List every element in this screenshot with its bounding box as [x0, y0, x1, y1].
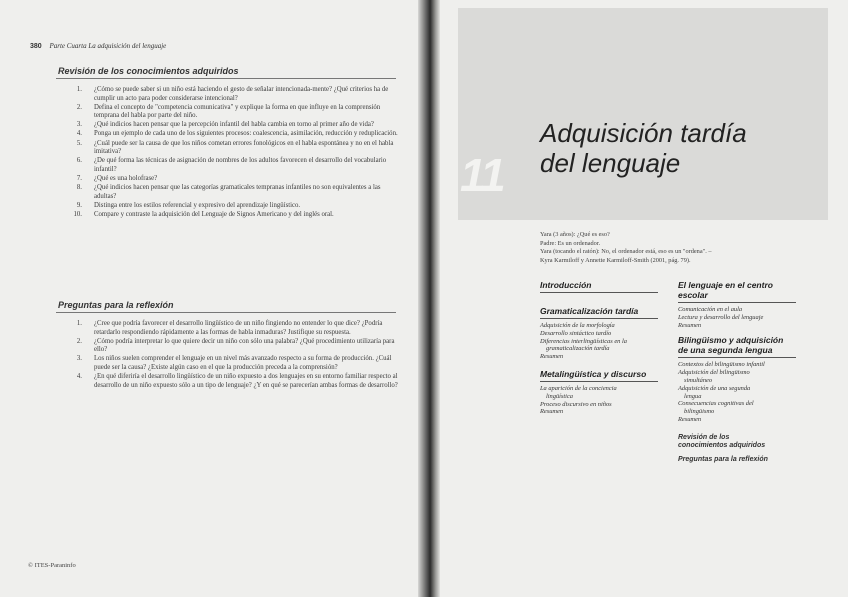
toc-item: Consecuencias cognitivas del	[678, 400, 754, 408]
toc-heading: Metalingüística y discurso	[540, 368, 647, 379]
toc-item: lingüística	[546, 392, 573, 400]
page-number: 380	[30, 43, 42, 50]
right-page	[440, 0, 848, 597]
toc-column-left	[540, 280, 660, 416]
list-item: 3. Los niños suelen comprender el lenguaje en un nivel más avanzado respecto a su forma de producción. ¿Cuál puede ser la causa? ¿Existe algún caso en el que la producción preceda a la comprensión?	[76, 355, 392, 371]
list-item: 1. ¿Cómo se puede saber si un niño está haciendo el gesto de señalar intencionada-mente? ¿Qué criterios ha de cumplir un acto para poder considerarse intencional?	[76, 86, 389, 102]
list-item: 5. ¿Cuál puede ser la causa de que los niños cometan errores fonológicos en el habla espontánea y no en el habla imitativa?	[76, 139, 394, 156]
toc-item: simultáneo	[684, 376, 713, 384]
toc-item: Contextos del bilingüismo infantil	[678, 361, 765, 369]
book-gutter	[418, 0, 440, 597]
section-divider	[56, 78, 396, 79]
toc-reflection-heading: Preguntas para la reflexión	[678, 455, 768, 463]
list-item: 2. Defina el concepto de "competencia comunicativa" y explique la forma en que influye en la comprensión temprana del habla por parte del niño.	[76, 103, 381, 120]
list-item: 4. ¿En qué diferiría el desarrollo lingüístico de un niño expuesto a dos lenguajes en su entorno familiar respecto al desarrollo de un niño expuesto sólo a un tipo de lenguaje? ¿Y en qué se parecerían ambas formas de desarrollo?	[76, 373, 398, 389]
review-questions-list	[64, 86, 400, 220]
toc-item: Resumen	[540, 408, 564, 416]
section-divider	[56, 312, 396, 313]
toc-item: Comunicación en el aula	[678, 306, 743, 313]
toc-item: Resumen	[678, 321, 702, 329]
toc-item: lengua	[684, 392, 702, 400]
copyright-footer: © ITES-Paraninfo	[28, 562, 76, 569]
reflection-questions-list	[64, 320, 400, 391]
running-head	[30, 42, 166, 50]
toc-review-heading: Revisión de los conocimientos adquiridos	[678, 433, 766, 450]
toc-item: Adquisición de la morfología	[540, 322, 615, 329]
toc-heading: Gramaticalización tardía	[540, 306, 639, 316]
epigraph: Yara (3 años): ¿Qué es eso? Padre: Es un ordenador. Yara (tocando el ratón): No, el ordenador está, eso es un "ordena". – Kyra Karmiloff y Annette Karmiloff-Smith (2001, pág. 79).	[540, 231, 712, 264]
chapter-title: Adquisición tardía del lenguaje	[540, 118, 747, 178]
toc-item: Lectura y desarrollo del lenguaje	[678, 313, 764, 321]
toc-item: Desarrollo sintáctico tardío	[540, 329, 612, 337]
toc-item: Adquisición del bilingüismo	[678, 369, 750, 377]
list-item: 9. Distinga entre los estilos referencial y expresivo del aprendizaje lingüístico.	[76, 201, 301, 209]
list-item: 10. Compare y contraste la adquisición del Lenguaje de Signos Americano y del inglés oral.	[73, 210, 334, 218]
list-item: 4. Ponga un ejemplo de cada uno de los siguientes procesos: coalescencia, asimilación, reducción y reduplicación.	[76, 130, 398, 138]
chapter-header-band	[458, 8, 828, 220]
left-page	[0, 0, 418, 597]
list-item: 8. ¿Qué indicios hacen pensar que las categorías gramaticales tempranas infantiles no son equivalentes a las adultas?	[76, 184, 381, 200]
toc-heading: Introducción	[540, 280, 592, 290]
toc-item: Adquisición de una segunda	[678, 384, 751, 392]
list-item: 2. ¿Cómo podría interpretar lo que quiere decir un niño con sólo una palabra? ¿Qué procedimiento utilizaría para ello?	[76, 337, 395, 354]
list-item: 3. ¿Qué indicios hacen pensar que la percepción infantil del habla cambia en torno al primer año de vida?	[76, 121, 374, 129]
list-item: 6. ¿De qué forma las técnicas de asignación de nombres de los adultos favorecen el desarrollo del vocabulario infantil?	[76, 157, 387, 173]
toc-item: Diferencias interlingüísticas en la	[540, 337, 627, 345]
toc-heading: Bilingüismo y adquisición de una segunda lengua	[678, 335, 784, 356]
toc-item: Resumen	[540, 353, 564, 361]
list-item: 1. ¿Cree que podría favorecer el desarrollo lingüístico de un niño fingiendo no entender lo que dice? ¿Podría retardarlo respondiendo rápidamente a las formas de habla inmaduras? Justifique su respuesta.	[76, 320, 383, 336]
toc-item: gramaticalización tardía	[546, 345, 610, 353]
toc-item: bilingüismo	[684, 408, 715, 416]
chapter-number: 11	[460, 149, 504, 201]
toc-item: Proceso discursivo en niños	[540, 400, 612, 408]
toc-heading: El lenguaje en el centro escolar	[678, 280, 773, 300]
section-title-reflection: Preguntas para la reflexión	[58, 300, 174, 310]
toc-column-right	[678, 280, 798, 464]
list-item: 7. ¿Qué es una holofrase?	[76, 174, 158, 182]
toc-item: Resumen	[678, 415, 702, 423]
toc-item: La aparición de la conciencia	[540, 384, 617, 392]
running-head-text: Parte Cuarta La adquisición del lenguaje	[49, 42, 167, 50]
section-title-review: Revisión de los conocimientos adquiridos	[58, 66, 239, 76]
